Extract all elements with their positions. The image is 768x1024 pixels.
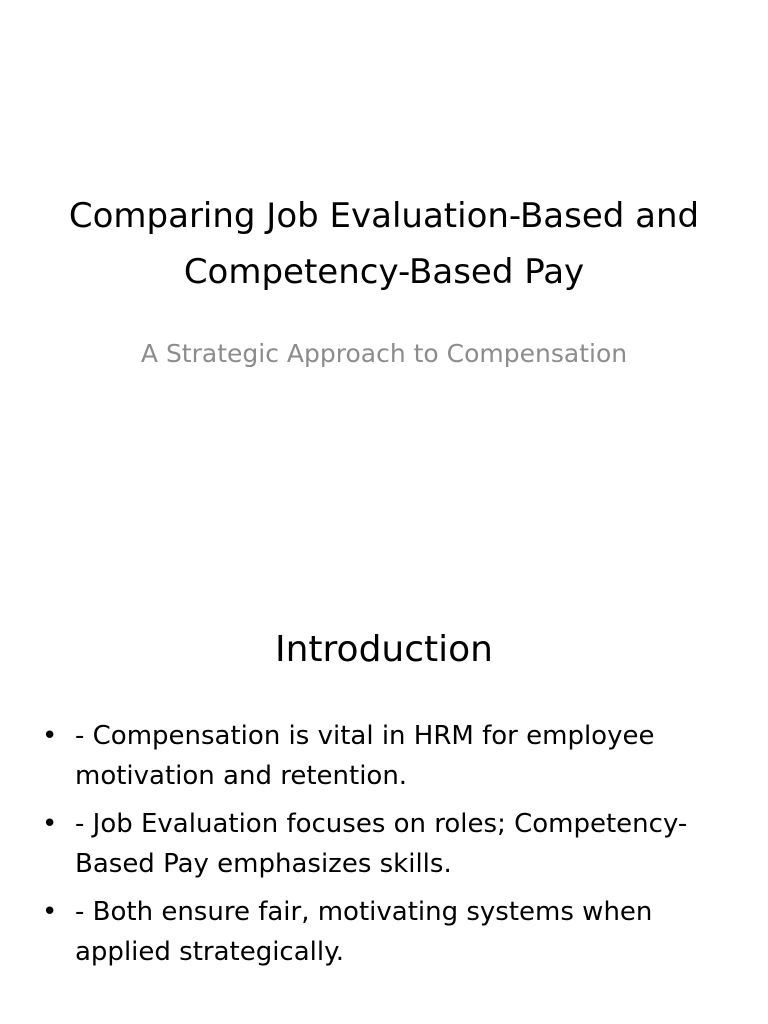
bullet-text: - Compensation is vital in HRM for employee motivation and retention. [75, 721, 655, 791]
bullet-icon: • [42, 897, 58, 927]
list-item [40, 892, 730, 972]
bullet-text: - Job Evaluation focuses on roles; Competency-Based Pay emphasizes skills. [75, 809, 688, 879]
slide-title: Comparing Job Evaluation-Based and Competency-Based Pay [68, 196, 700, 292]
bullet-icon: • [42, 721, 58, 751]
list-item [40, 804, 730, 884]
introduction-slide [0, 576, 768, 1024]
list-item [40, 716, 730, 796]
bullet-icon: • [42, 809, 58, 839]
bullet-text: - Both ensure fair, motivating systems when applied strategically. [75, 897, 653, 967]
slide-subtitle: A Strategic Approach to Compensation [140, 339, 628, 368]
bullet-list [40, 716, 730, 980]
slide-title: Introduction [274, 629, 493, 670]
